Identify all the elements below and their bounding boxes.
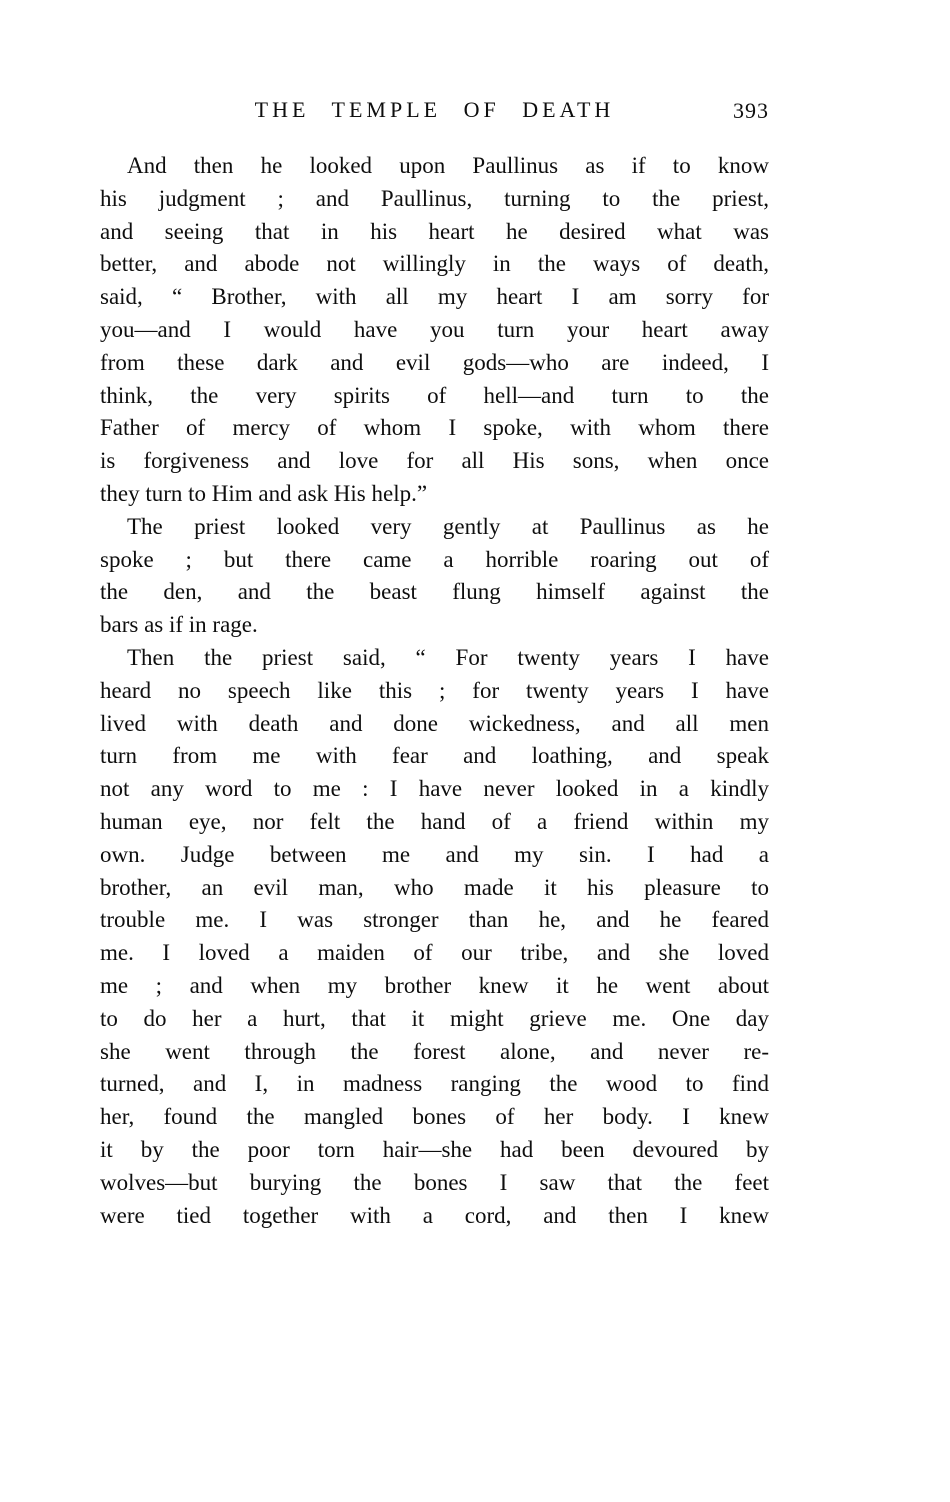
paragraph — [100, 150, 769, 511]
page-header — [100, 97, 769, 127]
text-line: And then he looked upon Paullinus as if to know — [127, 153, 769, 178]
text-line: human eye, nor felt the hand of a friend within my — [100, 808, 769, 834]
text-line: turn from me with fear and loathing, and speak — [100, 743, 769, 769]
text-line: me. I loved a maiden of our tribe, and she loved — [100, 940, 769, 966]
running-title: THE TEMPLE OF DEATH — [254, 97, 615, 122]
text-line: wolves—but burying the bones I saw that the feet — [100, 1169, 769, 1195]
text-line: they turn to Him and ask His help.” — [100, 480, 428, 506]
text-line: is forgiveness and love for all His sons, when once — [100, 448, 769, 474]
text-line: and seeing that in his heart he desired what was — [100, 218, 769, 244]
paragraph — [100, 642, 769, 1232]
text-line: brother, an evil man, who made it his pleasure to — [100, 874, 769, 900]
text-line: heard no speech like this ; for twenty years I have — [100, 677, 769, 703]
text-line: bars as if in rage. — [100, 612, 258, 638]
text-line: not any word to me : I have never looked in a kindly — [100, 776, 769, 802]
text-line: own. Judge between me and my sin. I had a — [100, 841, 769, 867]
text-line: you—and I would have you turn your heart away — [100, 316, 769, 342]
text-line: it by the poor torn hair—she had been devoured by — [100, 1136, 769, 1162]
text-line: to do her a hurt, that it might grieve me. One day — [100, 1005, 769, 1031]
text-line: she went through the forest alone, and never re- — [100, 1038, 769, 1064]
text-line: turned, and I, in madness ranging the wood to find — [100, 1071, 769, 1097]
page-number: 393 — [733, 98, 769, 123]
text-line: said, “ Brother, with all my heart I am sorry for — [100, 284, 769, 310]
text-line: the den, and the beast flung himself against the — [100, 579, 769, 605]
text-line: me ; and when my brother knew it he went about — [100, 972, 769, 998]
text-line: trouble me. I was stronger than he, and he feared — [100, 907, 769, 933]
text-line: his judgment ; and Paullinus, turning to the priest, — [100, 185, 769, 211]
text-line: better, and abode not willingly in the ways of death, — [100, 251, 769, 277]
text-line: spoke ; but there came a horrible roaring out of — [100, 546, 769, 572]
text-line: lived with death and done wickedness, and all men — [100, 710, 769, 736]
text-line: were tied together with a cord, and then I knew — [100, 1202, 769, 1228]
text-line: her, found the mangled bones of her body. I knew — [100, 1104, 769, 1130]
text-line: Then the priest said, “ For twenty years I have — [127, 644, 769, 670]
text-line: from these dark and evil gods—who are indeed, I — [100, 349, 769, 375]
paragraph — [100, 511, 769, 642]
text-line: The priest looked very gently at Paullinus as he — [127, 513, 769, 539]
text-line: Father of mercy of whom I spoke, with whom there — [100, 415, 769, 441]
text-line: think, the very spirits of hell—and turn to the — [100, 382, 769, 408]
body-text — [100, 150, 769, 1232]
